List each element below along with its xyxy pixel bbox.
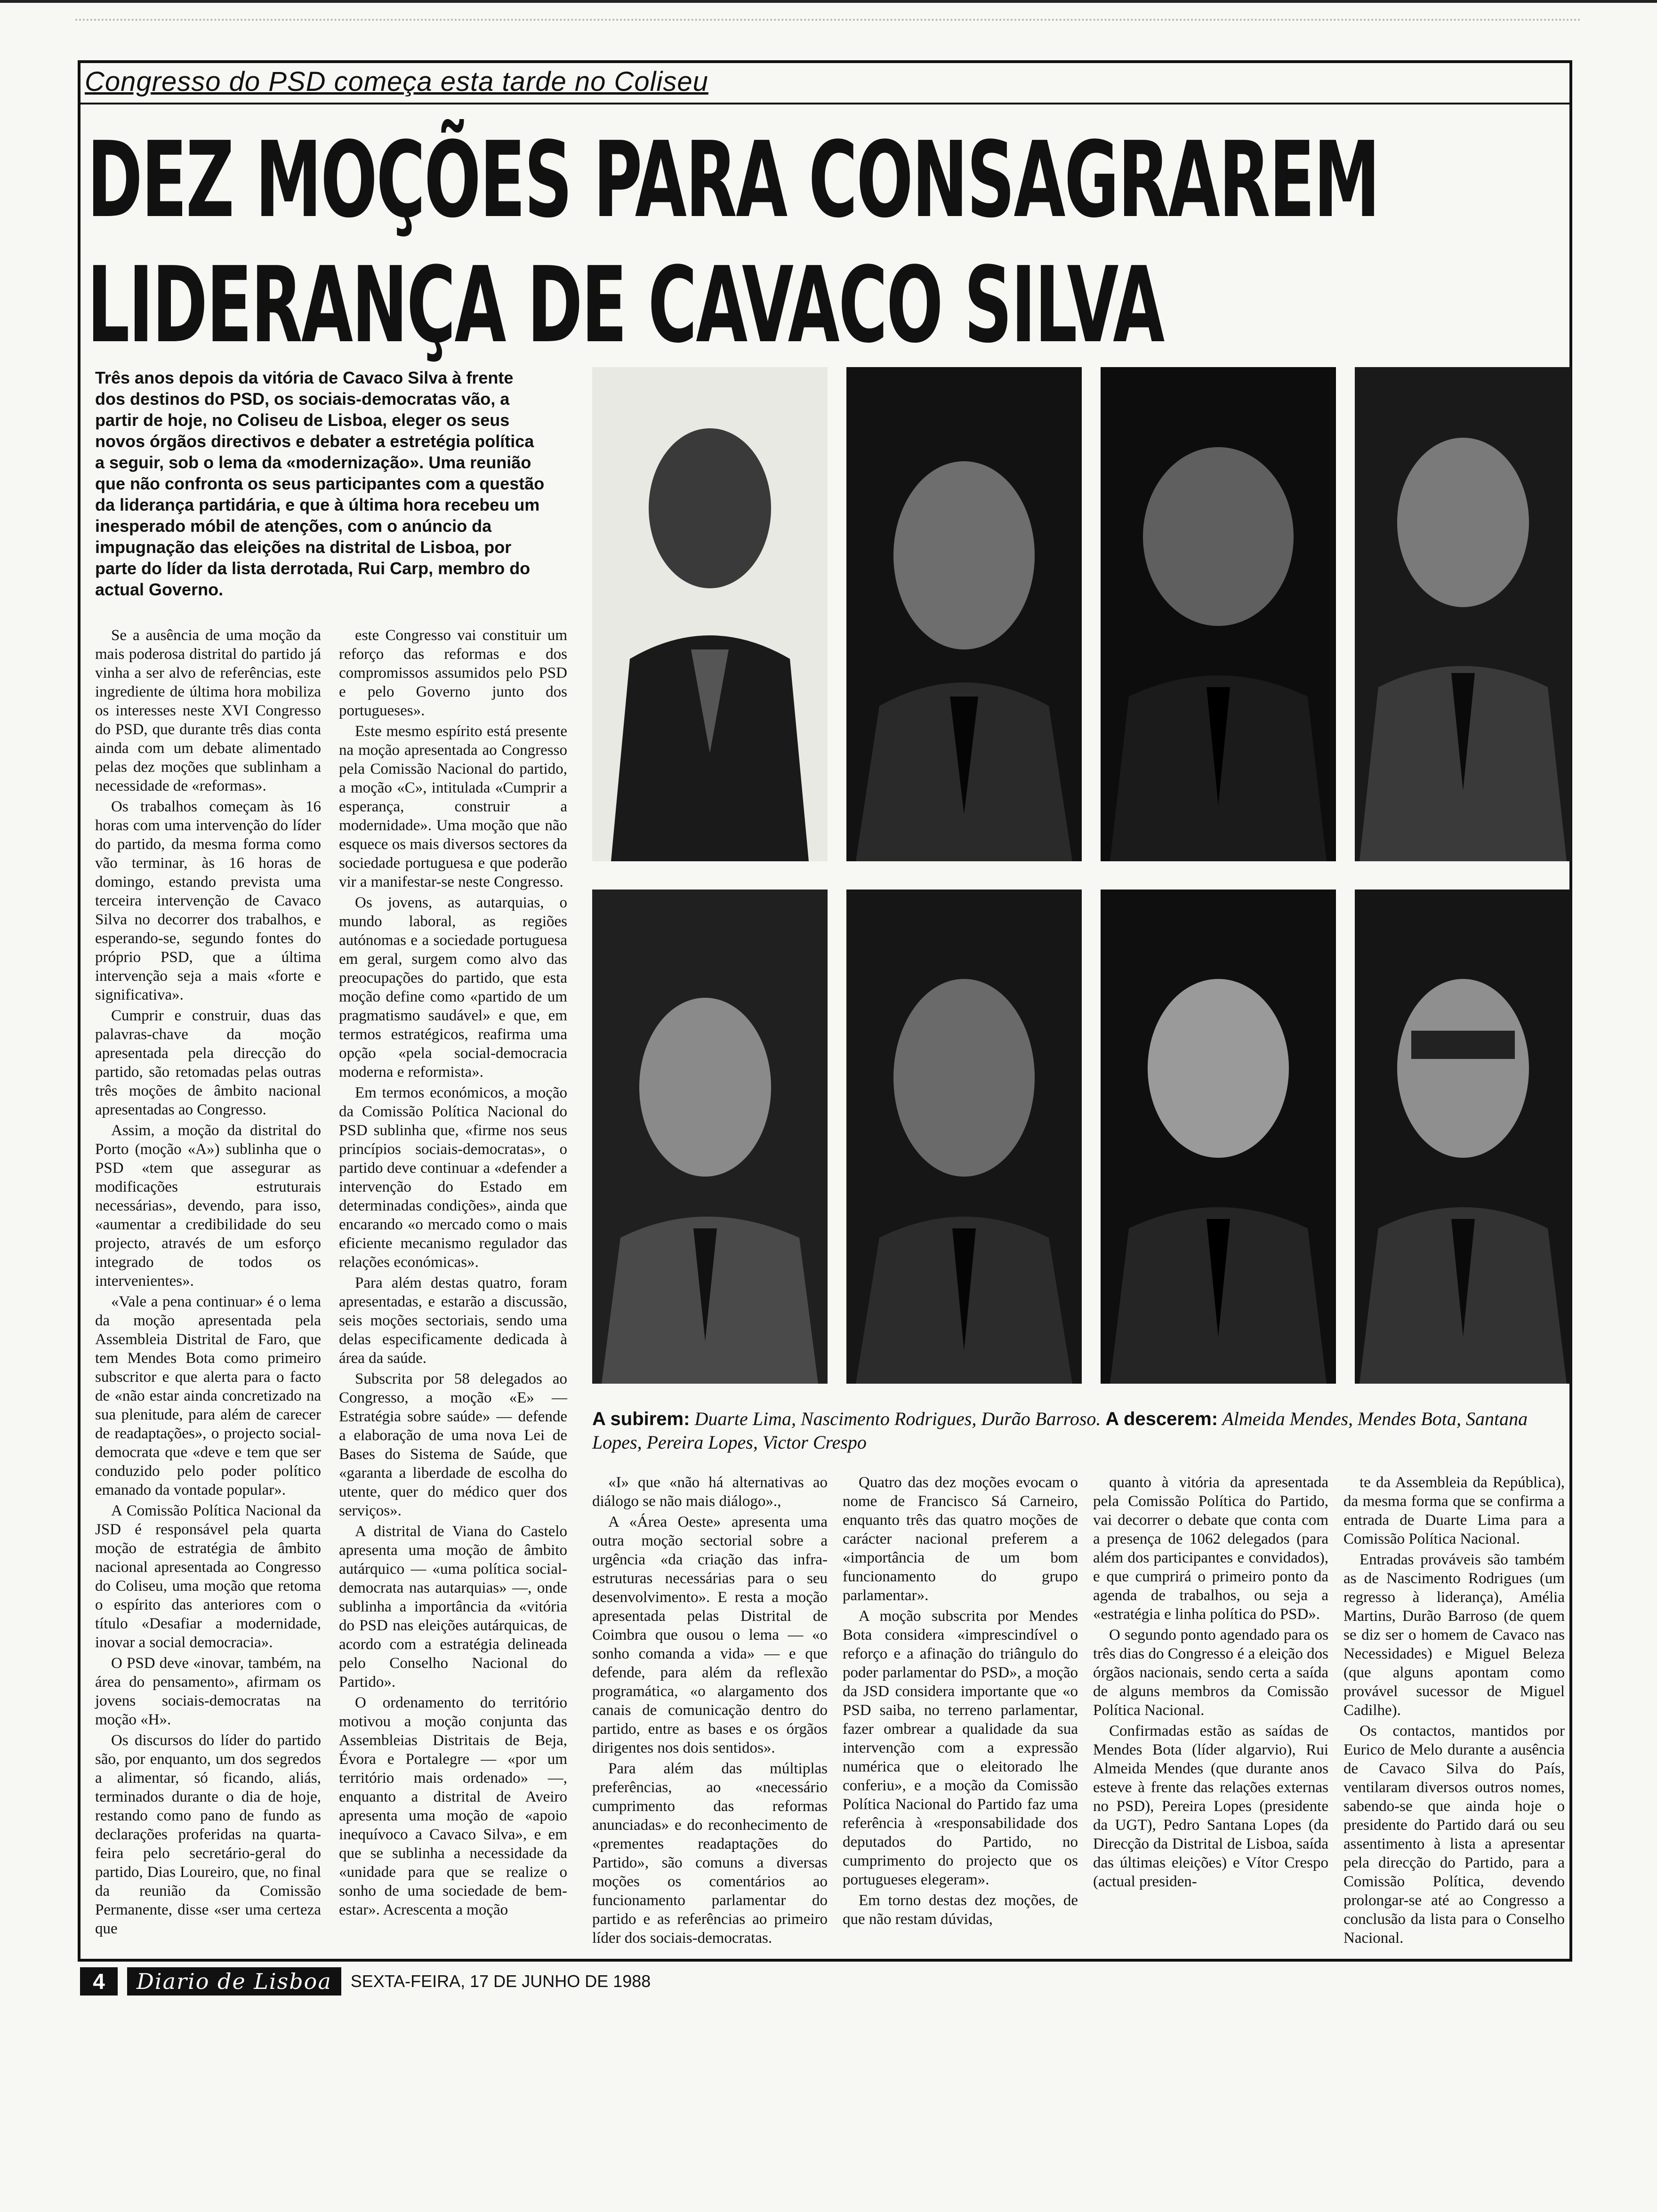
paragraph: O ordenamento do território motivou a moção conjunta das Assembleias Distritais de Beja, Évora e Portalegre — «por um território mais ordenado» —, enquanto a distrital de Aveiro apresenta uma moção de «apoio inequívoco a Cavaco Silva», e em que se sublinha a necessidade da «unidade para que se realize o sonho de uma sociedade de bem-estar». Acrescenta a moção — [339, 1694, 567, 1918]
caption-label-up: A subirem: — [592, 1409, 690, 1429]
paragraph: Os jovens, as autarquias, o mundo laboral, as regiões autónomas e a sociedade portuguesa em geral, surgem como alvo das preocupações do partido, que esta moção define como «partido de um pragmatismo saudável» e que, em termos estratégicos, reafirma uma opção «pela social-democracia moderna e reformista». — [339, 894, 567, 1081]
paragraph: A distrital de Viana do Castelo apresenta uma moção de âmbito autárquico — «uma política social-democrata nas autarquias» —, onde sublinha a importância da «vitória do PSD nas eleições autárquicas, de acordo com a estratégia delineada pelo Conselho Nacional do Partido». — [339, 1523, 567, 1691]
paragraph: Entradas prováveis são também as de Nascimento Rodrigues (um regresso à liderança), Amélia Martins, Durão Barroso (de quem se diz ser o homem de Cavaco nas Necessidades) e Miguel Beleza (que alguns apontam como provável sucessor de Miguel Cadilhe). — [1343, 1551, 1565, 1719]
page-number: 4 — [80, 1967, 118, 1996]
paragraph: Assim, a moção da distrital do Porto (moção «A») sublinha que o PSD «tem que assegurar as modificações estruturais necessárias», devendo, para isso, «aumentar a credibilidade do seu projecto, através de um esforço integrado de todos os intervenientes». — [95, 1122, 321, 1290]
headline — [87, 118, 1379, 368]
portrait-photo — [1101, 367, 1336, 861]
paragraph: Os discursos do líder do partido são, por enquanto, um dos segredos a alimentar, só ficando, aliás, terminados durante o dia de hoje, restando como pano de fundo as declarações proferidas na quarta-feira pelo secretário-geral do partido, Dias Loureiro, que, no final da reunião da Comissão Permanente, disse «ser uma certeza que — [95, 1732, 321, 1937]
caption-names-down: Almeida Mendes, Mendes Bota, Santana Lopes, Pereira Lopes, Victor Crespo — [592, 1408, 1528, 1453]
paragraph: Confirmadas estão as saídas de Mendes Bota (líder algarvio), Rui Almeida Mendes (que durante anos esteve à frente das relações externas no PSD), Pereira Lopes (presidente da UGT), Pedro Santana Lopes (da Direcção da Distrital de Lisboa, saída das últimas eleições) e Vítor Crespo (actual presiden- — [1093, 1723, 1328, 1890]
paragraph: Cumprir e construir, duas das palavras-chave da moção apresentada pela direcção do partido, são retomadas pelas outras três moções de âmbito nacional apresentadas ao Congresso. — [95, 1007, 321, 1118]
paragraph: Este mesmo espírito está presente na moção apresentada ao Congresso pela Comissão Nacional do partido, a moção «C», intitulada «Cumprir a esperança, construir a modernidade». Uma moção que não esquece os mais diversos sectores da sociedade portuguesa e que poderão vir a manifestar-se neste Congresso. — [339, 723, 567, 890]
top-rule — [0, 0, 1657, 3]
column-2 — [339, 626, 567, 1921]
photo-grid — [592, 367, 1571, 1384]
paragraph: O PSD deve «inovar, também, na área do pensamento», afirmam os jovens sociais-democratas na moção «H». — [95, 1655, 321, 1728]
paragraph: A moção subscrita por Mendes Bota considera «imprescindível o reforço e a afinação do triângulo do poder parlamentar do PSD», a moção da JSD considera importante que «o PSD saiba, no terreno parlamentar, fazer ombrear a qualidade da sua intervenção com a expressão numérica que o eleitorado lhe conferiu», e a moção da Comissão Política Nacional do Partido faz uma referência à «responsabilidade dos deputados do Partido, no cumprimento do projecto que os portugueses elegeram». — [843, 1608, 1078, 1888]
paragraph: Para além das múltiplas preferências, ao «necessário cumprimento das reformas anunciadas» e do reconhecimento de «prementes readaptações do Partido», são comuns a diversas moções os comentários ao funcionamento parlamentar do partido e as referências ao primeiro líder dos sociais-democratas. — [592, 1760, 828, 1947]
paragraph: Em torno destas dez moções, de que não restam dúvidas, — [843, 1892, 1078, 1928]
paragraph: «Vale a pena continuar» é o lema da moção apresentada pela Assembleia Distrital de Faro, que tem Mendes Bota como primeiro subscritor e que alerta para o facto de «não estar ainda concretizado na sua plenitude, para além de carecer de readaptações», o projecto social-democrata que «deve e tem que ser conduzido pelo poder político emanado da vontade popular». — [95, 1293, 321, 1499]
portrait-photo — [592, 890, 828, 1384]
kicker: Congresso do PSD começa esta tarde no Coliseu — [85, 66, 708, 97]
paragraph: quanto à vitória da apresentada pela Comissão Política do Partido, vai decorrer o debate que conta com a presença de 1062 delegados (para além dos participantes e convidados), e que cumprirá o primeiro ponto da agenda de trabalhos, ou seja a «estratégia e linha política do PSD». — [1093, 1474, 1328, 1623]
portrait-photo — [846, 367, 1082, 861]
paragraph: A Comissão Política Nacional da JSD é responsável pela quarta moção de estratégia de âmbito nacional apresentada ao Congresso do Coliseu, uma moção que retoma o espírito das anteriores com o título «Desafiar a modernidade, inovar a social democracia». — [95, 1502, 321, 1651]
portrait-photo — [846, 890, 1082, 1384]
column-3 — [592, 1473, 828, 1949]
masthead: Diario de Lisboa — [127, 1967, 341, 1996]
paragraph: este Congresso vai constituir um reforço das reformas e dos compromissos assumidos pelo PSD e pelo Governo junto dos portugueses». — [339, 627, 567, 719]
dateline: SEXTA-FEIRA, 17 DE JUNHO DE 1988 — [350, 1972, 651, 1991]
column-5 — [1093, 1473, 1328, 1893]
column-6 — [1343, 1473, 1565, 1949]
paragraph: O segundo ponto agendado para os três dias do Congresso é a eleição dos órgãos nacionais, sendo certa a saída de alguns membros da Comissão Política Nacional. — [1093, 1627, 1328, 1719]
kicker-rule — [78, 103, 1572, 104]
paragraph: Se a ausência de uma moção da mais poderosa distrital do partido já vinha a ser alvo de referências, este ingrediente de última hora mobiliza os interesses neste XVI Congresso do PSD, que durante três dias conta ainda com um debate alimentado pelas dez moções que sublinham a necessidade de «reformas». — [95, 627, 321, 794]
paragraph: Para além destas quatro, foram apresentadas, e estarão a discussão, seis moções sectoriais, sendo uma delas especificamente dedicada à área da saúde. — [339, 1274, 567, 1367]
caption-names-up: Duarte Lima, Nascimento Rodrigues, Durão Barroso. — [694, 1408, 1101, 1429]
paragraph: Os contactos, mantidos por Eurico de Melo durante a ausência de Cavaco Silva do País, ventilaram diversos outros nomes, sabendo-se que ainda hoje o presidente do Partido dará ou seu assentimento à lista a apresentar pela direcção do Partido, para a Comissão Política, devendo prolongar-se até ao Congresso a conclusão da lista para o Conselho Nacional. — [1343, 1723, 1565, 1947]
page-footer — [80, 1967, 651, 1996]
lede: Três anos depois da vitória de Cavaco Silva à frente dos destinos do PSD, os sociais-democratas vão, a partir de hoje, no Coliseu de Lisboa, eleger os seus novos órgãos directivos e debater a estretégia política a seguir, sob o lema da «modernização». Uma reunião que não confronta os seus participantes com a questão da liderança partidária, e que à última hora recebeu um inesperado móbil de atenções, com o anúncio da impugnação das eleições na distrital de Lisboa, por parte do líder da lista derrotada, Rui Carp, membro do actual Governo. — [95, 368, 545, 599]
paragraph: Em termos económicos, a moção da Comissão Política Nacional do PSD sublinha que, «firme nos seus princípios sociais-democratas», o partido deve continuar a «defender a intervenção do Estado em determinadas condições», ainda que encarando «o mercado como o mais eficiente mecanismo regulador das relações económicas». — [339, 1084, 567, 1271]
headline-line-2: LIDERANÇA DE CAVACO SILVA — [87, 245, 1164, 366]
paragraph: Quatro das dez moções evocam o nome de Francisco Sá Carneiro, enquanto três das quatro moções de carácter nacional preferem a «importância de um bom funcionamento do grupo parlamentar». — [843, 1474, 1078, 1604]
paragraph: A «Área Oeste» apresenta uma outra moção sectorial sobre a urgência «da criação das infra-estruturas necessárias para o seu desenvolvimento». E resta a moção apresentada pelas Distrital de Coimbra que ousou o lema — «o sonho comanda a vida» — e que defende, para além da reflexão programática, «o alargamento dos canais de comunicação dentro do partido, entre as bases e os órgãos dirigentes nos dois sentidos». — [592, 1514, 828, 1756]
paragraph: «I» que «não há alternativas ao diálogo se não mais diálogo»., — [592, 1474, 828, 1510]
paragraph: te da Assembleia da República), da mesma forma que se confirma a entrada de Duarte Lima para a Comissão Política Nacional. — [1343, 1474, 1565, 1547]
portrait-photo — [1101, 890, 1336, 1384]
portrait-photo — [592, 367, 828, 861]
column-1 — [95, 626, 321, 1940]
headline-line-1: DEZ MOÇÕES PARA CONSAGRAREM — [87, 120, 1379, 241]
column-4 — [843, 1473, 1078, 1931]
caption-label-down: A descerem: — [1105, 1409, 1218, 1429]
portrait-photo — [1355, 367, 1571, 861]
photo-caption — [592, 1407, 1567, 1454]
paragraph: Os trabalhos começam às 16 horas com uma intervenção do líder do partido, da mesma forma como vão terminar, às 16 horas de domingo, estando prevista uma terceira intervenção de Cavaco Silva no decorrer dos trabalhos, e esperando-se, segundo fontes do próprio PSD, que a última intervenção seja a mais «forte e significativa». — [95, 798, 321, 1003]
portrait-photo — [1355, 890, 1571, 1384]
scan-noise — [75, 19, 1582, 40]
paragraph: Subscrita por 58 delegados ao Congresso, a moção «E» — Estratégia sobre saúde» — defende a elaboração de uma nova Lei de Bases do Sistema de Saúde, que «garanta a liberdade de escolha do utente, quer do médico quer dos serviços». — [339, 1370, 567, 1519]
